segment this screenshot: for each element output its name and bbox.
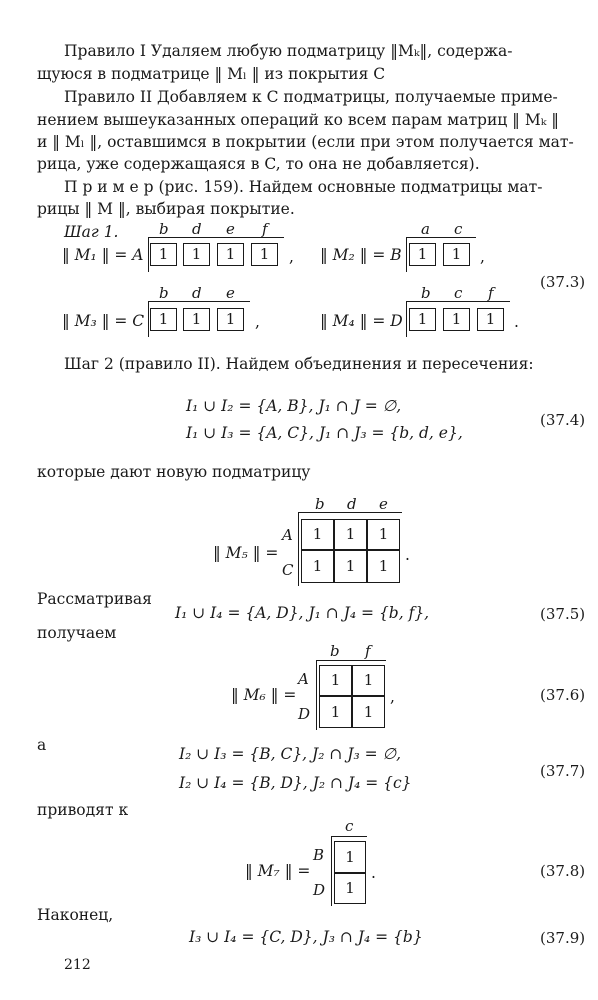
m2-cell: 1: [409, 243, 436, 266]
m1-lhs: ‖ M₁ ‖ = A: [62, 246, 144, 264]
m6-row-D: D: [298, 705, 311, 723]
m5-row-A: A: [282, 526, 293, 544]
m5-cell: 1: [334, 519, 367, 550]
m1-cell: 1: [150, 243, 177, 266]
m4-overline: [406, 301, 510, 302]
m2-overline: [406, 237, 476, 238]
m5-cell: 1: [301, 550, 334, 583]
example-line2: рицы ‖ M ‖, выбирая покрытие.: [37, 200, 295, 218]
rule1-line2: щуюся в подматрице ‖ Mₗ ‖ из покрытия C: [37, 65, 386, 83]
m4-cell: 1: [409, 308, 436, 331]
obtain-text: получаем: [37, 624, 117, 642]
m7-period: .: [371, 864, 376, 882]
give-new-text: которые дают новую подматрицу: [37, 463, 311, 481]
eq-number-37-7: (37.7): [540, 762, 586, 780]
m1-col-e: e: [226, 220, 235, 238]
m4-lhs: ‖ M₄ ‖ = D: [320, 312, 403, 330]
m6-cell: 1: [319, 665, 352, 696]
m2-cell: 1: [443, 243, 470, 266]
m7-col-c: c: [345, 817, 354, 835]
m6-overline: [316, 660, 386, 661]
m4-col-b: b: [421, 284, 431, 302]
lead-to-text: приводят к: [37, 801, 129, 819]
m5-cell: 1: [367, 550, 400, 583]
m6-row-A: A: [298, 670, 309, 688]
m1-col-d: d: [192, 220, 202, 238]
m5-col-e: e: [379, 495, 388, 513]
eq-number-37-5: (37.5): [540, 605, 586, 623]
step2-heading: Шаг 2 (правило II). Найдем объединения и пересечения:: [64, 355, 534, 373]
m7-cell: 1: [334, 841, 366, 873]
m6-cell: 1: [319, 696, 352, 728]
step1-heading: Шаг 1.: [64, 223, 119, 241]
m5-cell: 1: [301, 519, 334, 550]
m7-row-D: D: [313, 881, 326, 899]
eq-number-37-3: (37.3): [540, 273, 586, 291]
m1-overline: [148, 237, 284, 238]
eq-37-4-line1: I₁ ∪ I₂ = {A, B}, J₁ ∩ J = ∅,: [186, 397, 402, 415]
m6-bar: [316, 660, 317, 730]
m3-overline: [148, 301, 250, 302]
m2-comma: ,: [480, 248, 485, 266]
and-text: а: [37, 736, 47, 754]
eq-37-4-line2: I₁ ∪ I₃ = {A, C}, J₁ ∩ J₃ = {b, d, e},: [186, 424, 463, 442]
m4-bar: [406, 301, 407, 337]
m1-col-b: b: [159, 220, 169, 238]
eq-37-5: I₁ ∪ I₄ = {A, D}, J₁ ∩ J₄ = {b, f},: [175, 604, 430, 622]
m3-cell: 1: [217, 308, 244, 331]
m5-lhs: ‖ M₅ ‖ =: [213, 544, 279, 562]
m3-cell: 1: [150, 308, 177, 331]
m6-lhs: ‖ M₆ ‖ =: [231, 686, 297, 704]
m7-row-B: B: [313, 846, 325, 864]
m1-cell: 1: [251, 243, 278, 266]
eq-37-9: I₃ ∪ I₄ = {C, D}, J₃ ∩ J₄ = {b}: [189, 928, 423, 946]
eq-number-37-8: (37.8): [540, 862, 586, 880]
m2-col-a: a: [421, 220, 430, 238]
eq-number-37-9: (37.9): [540, 929, 586, 947]
eq-37-7-line2: I₂ ∪ I₄ = {B, D}, J₂ ∩ J₄ = {c}: [179, 774, 412, 792]
m5-bar: [298, 512, 299, 586]
m3-col-b: b: [159, 284, 169, 302]
m5-cell: 1: [334, 550, 367, 583]
rule2-line3: и ‖ Mₗ ‖, оставшимся в покрытии (если при этом получается мат-: [37, 133, 574, 151]
rule2-line1: Правило II Добавляем к C подматрицы, получаемые приме-: [64, 88, 558, 106]
m2-col-c: c: [454, 220, 463, 238]
m3-bar: [148, 301, 149, 337]
page-number: 212: [64, 957, 91, 973]
m5-col-b: b: [315, 495, 325, 513]
m2-bar: [406, 237, 407, 272]
m3-comma: ,: [255, 313, 260, 331]
m3-col-d: d: [192, 284, 202, 302]
rule2-line2: нением вышеуказанных операций ко всем парам матриц ‖ Mₖ ‖: [37, 111, 560, 129]
m5-overline: [298, 512, 402, 513]
finally-text: Наконец,: [37, 906, 114, 924]
example-line1: П р и м е р (рис. 159). Найдем основные подматрицы мат-: [64, 178, 543, 196]
rule2-line4: рица, уже содержащаяся в C, то она не добавляется).: [37, 155, 480, 173]
m5-row-C: C: [282, 561, 294, 579]
m7-lhs: ‖ M₇ ‖ =: [245, 862, 311, 880]
m6-cell: 1: [352, 696, 385, 728]
m1-bar: [148, 237, 149, 272]
m1-col-f: f: [262, 220, 268, 238]
m6-comma: ,: [390, 688, 395, 706]
m4-col-f: f: [488, 284, 494, 302]
rule1-line1: Правило I Удаляем любую подматрицу ‖Mₖ‖, содержа-: [64, 42, 513, 60]
m1-cell: 1: [183, 243, 210, 266]
m6-cell: 1: [352, 665, 385, 696]
m1-cell: 1: [217, 243, 244, 266]
m7-bar: [331, 836, 332, 906]
m7-cell: 1: [334, 873, 366, 904]
eq-37-7-line1: I₂ ∪ I₃ = {B, C}, J₂ ∩ J₃ = ∅,: [179, 745, 402, 763]
m5-period: .: [405, 546, 410, 564]
m6-col-b: b: [330, 642, 340, 660]
m6-col-f: f: [365, 642, 371, 660]
m2-lhs: ‖ M₂ ‖ = B: [320, 246, 402, 264]
m5-cell: 1: [367, 519, 400, 550]
m3-col-e: e: [226, 284, 235, 302]
m3-lhs: ‖ M₃ ‖ = C: [62, 312, 145, 330]
m3-cell: 1: [183, 308, 210, 331]
eq-number-37-6: (37.6): [540, 686, 586, 704]
m4-cell: 1: [443, 308, 470, 331]
m7-overline: [331, 836, 367, 837]
m5-col-d: d: [347, 495, 357, 513]
m1-comma: ,: [289, 248, 294, 266]
considering-text: Рассматривая: [37, 590, 152, 608]
eq-number-37-4: (37.4): [540, 411, 586, 429]
m4-cell: 1: [477, 308, 504, 331]
m4-col-c: c: [454, 284, 463, 302]
m4-period: .: [514, 313, 519, 331]
